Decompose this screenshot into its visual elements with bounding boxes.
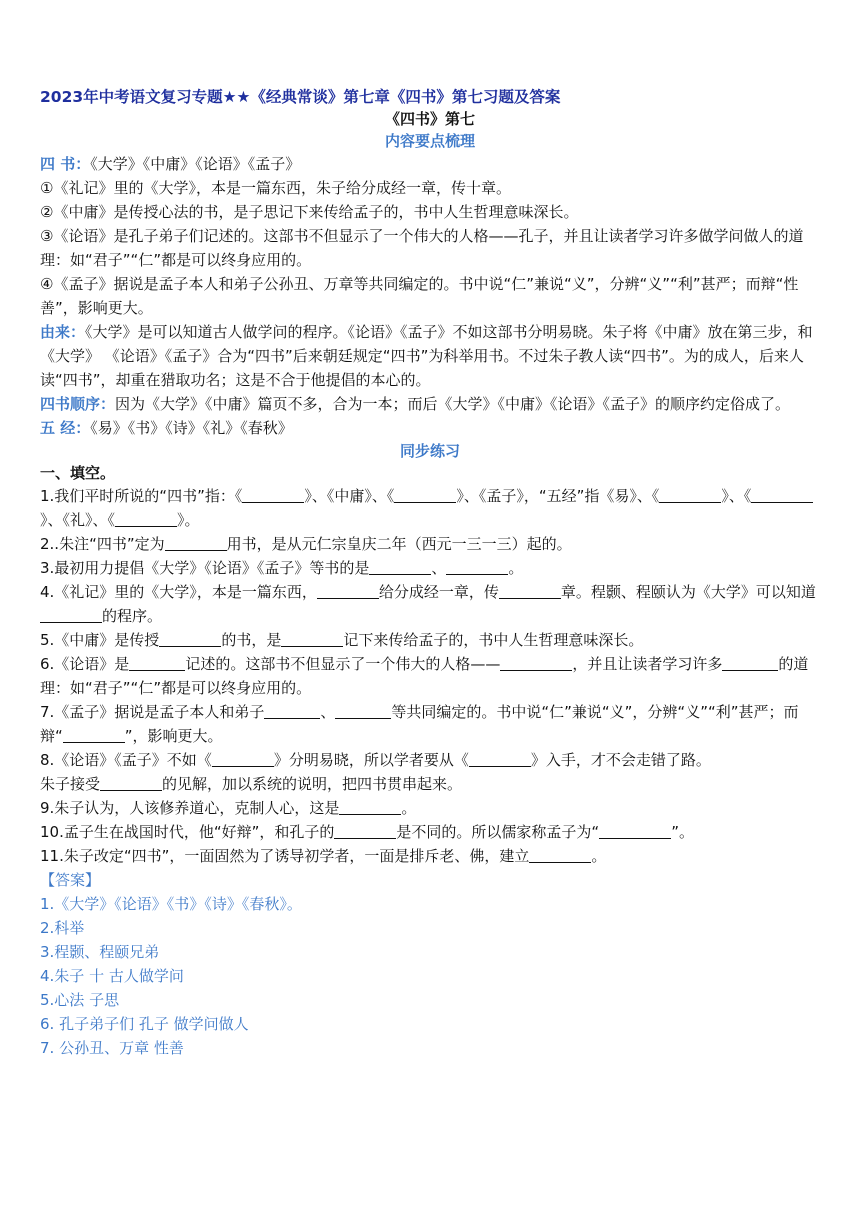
question-text: 》、《中庸》、《 bbox=[304, 487, 395, 505]
answer-5: 5.心法 子思 bbox=[40, 991, 120, 1009]
fill-blank-section-title: 一、填空。 bbox=[40, 464, 116, 482]
question-text: 1.我们平时所说的“四书”指：《 bbox=[40, 487, 243, 505]
answer-blank[interactable] bbox=[212, 750, 274, 767]
order-paragraph bbox=[40, 392, 820, 416]
wujing-text: 《易》《书》《诗》《礼》《春秋》 bbox=[90, 419, 293, 437]
question-text: 7.《孟子》据说是孟子本人和弟子 bbox=[40, 703, 265, 721]
answer-blank[interactable] bbox=[242, 486, 304, 503]
question-11 bbox=[40, 844, 820, 868]
wujing-line bbox=[40, 416, 820, 440]
question-2 bbox=[40, 532, 820, 556]
point-1: ①《礼记》里的《大学》，本是一篇东西，朱子给分成经一章，传十章。 bbox=[40, 179, 511, 197]
answer-blank[interactable] bbox=[129, 654, 185, 671]
origin-paragraph bbox=[40, 320, 820, 392]
answer-blank[interactable] bbox=[751, 486, 813, 503]
answer-blank[interactable] bbox=[40, 606, 102, 623]
question-text: 9.朱子认为，人该修养道心，克制人心，这是 bbox=[40, 799, 340, 817]
question-text: 3.最初用力提倡《大学》《论语》《孟子》等书的是 bbox=[40, 559, 370, 577]
question-text: ”，影响更大。 bbox=[124, 727, 223, 745]
answer-blank[interactable] bbox=[446, 558, 508, 575]
question-4 bbox=[40, 580, 820, 628]
answer-blank[interactable] bbox=[165, 534, 227, 551]
question-text: 4.《礼记》里的《大学》，本是一篇东西， bbox=[40, 583, 317, 601]
question-3 bbox=[40, 556, 820, 580]
question-text: 》分明易晓，所以学者要从《 bbox=[273, 751, 469, 769]
answer-blank[interactable] bbox=[500, 654, 572, 671]
question-text: 给分成经一章，传 bbox=[378, 583, 499, 601]
point-2: ②《中庸》是传授心法的书，是子思记下来传给孟子的，书中人生哲理意味深长。 bbox=[40, 203, 579, 221]
answer-blank[interactable] bbox=[63, 726, 125, 743]
sishu-line bbox=[40, 152, 820, 176]
question-text: 的书，是 bbox=[221, 631, 282, 649]
order-text: 因为《大学》《中庸》篇页不多，合为一本；而后《大学》《中庸》《论语》《孟子》的顺序约定俗成了。 bbox=[115, 395, 791, 413]
question-text: 》、《孟子》，“五经”指《易》、《 bbox=[456, 487, 660, 505]
question-text: 》、《 bbox=[721, 487, 752, 505]
answer-heading: 【答案】 bbox=[40, 871, 101, 889]
question-9 bbox=[40, 796, 820, 820]
answer-blank[interactable] bbox=[115, 510, 177, 527]
question-text: 记述的。这部书不但显示了一个伟大的人格—— bbox=[185, 655, 501, 673]
point-4: ④《孟子》据说是孟子本人和弟子公孙丑、万章等共同编定的。书中说“仁”兼说“义”，分辨“义”“利”甚严；而辩“性善”，影响更大。 bbox=[40, 275, 799, 317]
question-text: 等共同编定的。书中说“仁”兼说“义”，分辨“义”“利”甚严；而辩“ bbox=[40, 703, 799, 745]
question-text: 用书，是从元仁宗皇庆二年（西元一三一三）起的。 bbox=[226, 535, 572, 553]
question-text: 。 bbox=[508, 559, 524, 577]
question-6 bbox=[40, 652, 820, 700]
question-text: 的道理：如“君子”“仁”都是可以终身应用的。 bbox=[40, 655, 809, 697]
question-text: 的见解，加以系统的说明，把四书贯串起来。 bbox=[162, 775, 463, 793]
question-text: 记下来传给孟子的，书中人生哲理意味深长。 bbox=[343, 631, 644, 649]
answer-blank[interactable] bbox=[469, 750, 531, 767]
sishu-text: 《大学》《中庸》《论语》《孟子》 bbox=[90, 155, 301, 173]
question-text: 朱子接受 bbox=[40, 775, 101, 793]
answer-blank[interactable] bbox=[100, 774, 162, 791]
point-3: ③《论语》是孔子弟子们记述的。这部书不但显示了一个伟大的人格——孔子，并且让读者学习许多做学问做人的道理：如“君子”“仁”都是可以终身应用的。 bbox=[40, 227, 804, 269]
answer-7: 7. 公孙丑、万章 性善 bbox=[40, 1039, 184, 1057]
question-text: 、 bbox=[320, 703, 336, 721]
origin-label: 由来： bbox=[40, 323, 86, 341]
question-text: 8.《论语》《孟子》不如《 bbox=[40, 751, 212, 769]
answer-blank[interactable] bbox=[394, 486, 456, 503]
question-text: 是不同的。所以儒家称孟子为“ bbox=[396, 823, 600, 841]
question-text: 。 bbox=[591, 847, 607, 865]
answer-blank[interactable] bbox=[599, 822, 671, 839]
answer-blank[interactable] bbox=[334, 822, 396, 839]
answer-3: 3.程颢、程颐兄弟 bbox=[40, 943, 160, 961]
question-text: ”。 bbox=[671, 823, 694, 841]
document-page bbox=[40, 86, 820, 1060]
question-7 bbox=[40, 700, 820, 748]
question-1 bbox=[40, 484, 820, 532]
question-5 bbox=[40, 628, 820, 652]
answer-blank[interactable] bbox=[264, 702, 320, 719]
question-10 bbox=[40, 820, 820, 844]
question-text: 6.《论语》是 bbox=[40, 655, 130, 673]
question-text: 5.《中庸》是传授 bbox=[40, 631, 160, 649]
question-text: 章。程颢、程颐认为《大学》可以知道 bbox=[560, 583, 816, 601]
answer-blank[interactable] bbox=[722, 654, 778, 671]
question-text: 11.朱子改定“四书”，一面固然为了诱导初学者，一面是排斥老、佛，建立 bbox=[40, 847, 530, 865]
question-text: 10.孟子生在战国时代，他“好辩”，和孔子的 bbox=[40, 823, 335, 841]
order-label: 四书顺序： bbox=[40, 395, 116, 413]
answer-blank[interactable] bbox=[159, 630, 221, 647]
origin-text: 《大学》是可以知道古人做学问的程序。《论语》《孟子》不如这部书分明易晓。朱子将《中庸》放在第三步，和《大学》 《论语》《孟子》合为“四书”后来朝廷规定“四书”为科举用书。不过朱子教人读“四书”。为的成人，后来人读“四书”，却重在猎取功名；这是不合于他提倡的本心的。 bbox=[40, 323, 813, 389]
question-text: 》入手，才不会走错了路。 bbox=[530, 751, 711, 769]
question-text: ，并且让读者学习许多 bbox=[572, 655, 723, 673]
answer-blank[interactable] bbox=[339, 798, 401, 815]
answer-blank[interactable] bbox=[281, 630, 343, 647]
answer-1: 1.《大学》《论语》《书》《诗》《春秋》。 bbox=[40, 895, 302, 913]
answer-blank[interactable] bbox=[529, 846, 591, 863]
answer-blank[interactable] bbox=[659, 486, 721, 503]
chapter-subtitle: 《四书》第七 bbox=[384, 110, 475, 128]
question-text: 。 bbox=[401, 799, 417, 817]
answer-blank[interactable] bbox=[335, 702, 391, 719]
sishu-label: 四 书： bbox=[40, 155, 91, 173]
question-text: 》。 bbox=[177, 511, 200, 529]
question-text: 2..朱注“四书”定为 bbox=[40, 535, 165, 553]
answer-2: 2.科举 bbox=[40, 919, 85, 937]
question-text: 的程序。 bbox=[102, 607, 163, 625]
answer-blank[interactable] bbox=[369, 558, 431, 575]
question-text: 、 bbox=[431, 559, 447, 577]
answer-blank[interactable] bbox=[317, 582, 379, 599]
question-8 bbox=[40, 748, 820, 772]
answer-4: 4.朱子 十 古人做学问 bbox=[40, 967, 184, 985]
section-heading-summary: 内容要点梳理 bbox=[384, 132, 475, 150]
section-heading-exercise: 同步练习 bbox=[399, 442, 460, 460]
wujing-label: 五 经： bbox=[40, 419, 91, 437]
question-text: 》、《礼》、《 bbox=[40, 511, 116, 529]
answer-6: 6. 孔子弟子们 孔子 做学问做人 bbox=[40, 1015, 249, 1033]
answer-blank[interactable] bbox=[499, 582, 561, 599]
question-8-continued bbox=[40, 772, 820, 796]
document-title: 2023年中考语文复习专题★★《经典常谈》第七章《四书》第七习题及答案 bbox=[40, 88, 561, 106]
